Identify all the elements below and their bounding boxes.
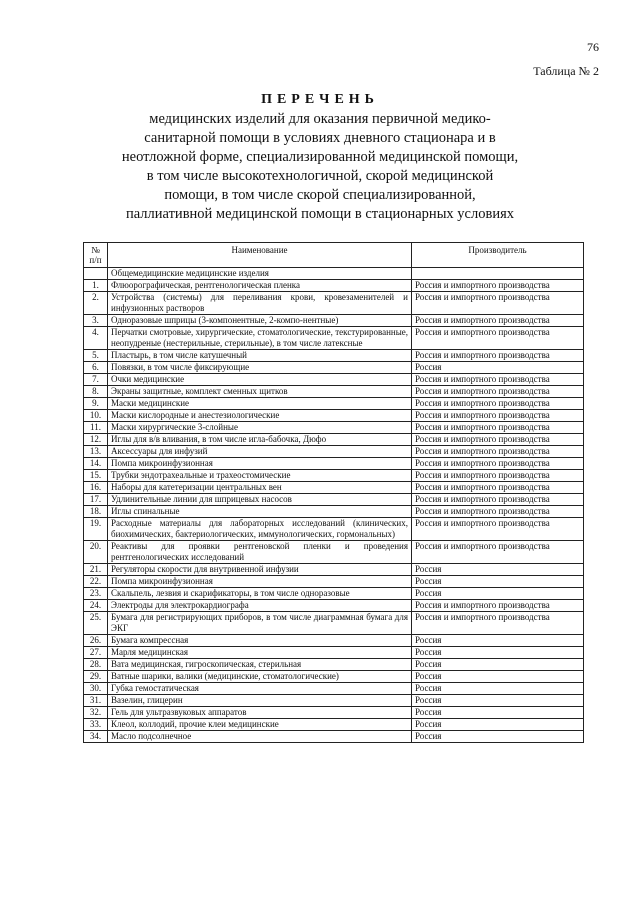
row-number: 31. — [84, 695, 108, 707]
row-producer: Россия и импортного производства — [412, 327, 584, 350]
table-row — [84, 588, 584, 600]
row-number: 9. — [84, 398, 108, 410]
row-name: Иглы спинальные — [108, 506, 412, 518]
table-row — [84, 422, 584, 434]
row-number: 11. — [84, 422, 108, 434]
row-number: 17. — [84, 494, 108, 506]
table-row — [84, 612, 584, 635]
table-row — [84, 350, 584, 362]
row-producer: Россия и импортного производства — [412, 482, 584, 494]
row-name: Повязки, в том числе фиксирующие — [108, 362, 412, 374]
document-subtitle: медицинских изделий для оказания первичной медико-санитарной помощи в условиях дневного стационара и в неотложной форме, специализированной медицинской помощи, в том числе высокотехнологичной, скорой медицинской помощи, в том числе скорой специализированной, паллиативной медицинской помощи в стационарных условиях — [121, 111, 519, 222]
table-row — [84, 671, 584, 683]
row-producer: Россия и импортного производства — [412, 422, 584, 434]
header-number: № п/п — [84, 243, 108, 268]
row-name: Регуляторы скорости для внутривенной инфузии — [108, 564, 412, 576]
row-name: Очки медицинские — [108, 374, 412, 386]
row-name: Аксессуары для инфузий — [108, 446, 412, 458]
row-number: 29. — [84, 671, 108, 683]
row-name: Наборы для катетеризации центральных вен — [108, 482, 412, 494]
row-producer: Россия — [412, 576, 584, 588]
table-row — [84, 600, 584, 612]
row-number: 7. — [84, 374, 108, 386]
row-producer: Россия — [412, 564, 584, 576]
row-producer: Россия и импортного производства — [412, 600, 584, 612]
row-name: Перчатки смотровые, хирургические, стоматологические, текстурированные, неопудреные (нестерильные, стерильные), в том числе латексные — [108, 327, 412, 350]
row-number: 8. — [84, 386, 108, 398]
row-name: Маски кислородные и анестезиологические — [108, 410, 412, 422]
page-number: 76 — [587, 40, 599, 54]
row-number: 19. — [84, 518, 108, 541]
row-producer: Россия — [412, 707, 584, 719]
header-producer: Производитель — [412, 243, 584, 268]
row-producer: Россия — [412, 635, 584, 647]
table-row — [84, 327, 584, 350]
row-producer: Россия и импортного производства — [412, 518, 584, 541]
row-producer: Россия и импортного производства — [412, 292, 584, 315]
row-producer: Россия и импортного производства — [412, 612, 584, 635]
row-name: Клеол, коллодий, прочие клеи медицинские — [108, 719, 412, 731]
row-number: 1. — [84, 280, 108, 292]
table-row — [84, 647, 584, 659]
table-row — [84, 482, 584, 494]
table-row — [84, 315, 584, 327]
table-row — [84, 434, 584, 446]
row-number: 34. — [84, 731, 108, 743]
row-name: Маски медицинские — [108, 398, 412, 410]
row-name: Марля медицинская — [108, 647, 412, 659]
row-number: 5. — [84, 350, 108, 362]
medical-devices-table — [83, 242, 584, 743]
header-name: Наименование — [108, 243, 412, 268]
table-row — [84, 292, 584, 315]
row-name: Гель для ультразвуковых аппаратов — [108, 707, 412, 719]
row-producer: Россия и импортного производства — [412, 386, 584, 398]
row-name: Вата медицинская, гигроскопическая, стерильная — [108, 659, 412, 671]
row-name: Маски хирургические 3-слойные — [108, 422, 412, 434]
row-name: Пластырь, в том числе катушечный — [108, 350, 412, 362]
row-name: Трубки эндотрахеальные и трахеостомические — [108, 470, 412, 482]
row-number: 10. — [84, 410, 108, 422]
row-name: Флюорографическая, рентгенологическая пленка — [108, 280, 412, 292]
table-row — [84, 635, 584, 647]
table-reference: Таблица № 2 — [533, 64, 599, 78]
row-producer: Россия и импортного производства — [412, 434, 584, 446]
table-row — [84, 719, 584, 731]
row-producer: Россия и импортного производства — [412, 458, 584, 470]
row-number: 13. — [84, 446, 108, 458]
row-producer: Россия и импортного производства — [412, 506, 584, 518]
row-number: 21. — [84, 564, 108, 576]
row-producer: Россия и импортного производства — [412, 398, 584, 410]
row-number: 33. — [84, 719, 108, 731]
table-row — [84, 541, 584, 564]
row-name: Скальпель, лезвия и скарификаторы, в том числе одноразовые — [108, 588, 412, 600]
section-number-cell — [84, 268, 108, 280]
table-row — [84, 518, 584, 541]
row-number: 3. — [84, 315, 108, 327]
row-name: Расходные материалы для лабораторных исследований (клинических, биохимических, бактериологических, иммунологических, гормональных) — [108, 518, 412, 541]
row-name: Бумага для регистрирующих приборов, в том числе диаграммная бумага для ЭКГ — [108, 612, 412, 635]
table-row — [84, 470, 584, 482]
row-name: Масло подсолнечное — [108, 731, 412, 743]
table-row — [84, 731, 584, 743]
row-producer: Россия и импортного производства — [412, 470, 584, 482]
row-number: 16. — [84, 482, 108, 494]
row-number: 18. — [84, 506, 108, 518]
row-number: 24. — [84, 600, 108, 612]
row-producer: Россия — [412, 719, 584, 731]
row-name: Помпа микроинфузионная — [108, 458, 412, 470]
table-row — [84, 506, 584, 518]
table-row — [84, 362, 584, 374]
table-row — [84, 576, 584, 588]
row-number: 12. — [84, 434, 108, 446]
table-row — [84, 446, 584, 458]
row-name: Вазелин, глицерин — [108, 695, 412, 707]
row-name: Электроды для электрокардиографа — [108, 600, 412, 612]
row-number: 28. — [84, 659, 108, 671]
row-producer: Россия — [412, 659, 584, 671]
row-producer: Россия — [412, 647, 584, 659]
table-row — [84, 386, 584, 398]
table-row — [84, 707, 584, 719]
row-number: 15. — [84, 470, 108, 482]
table-header-row — [84, 243, 584, 268]
row-producer: Россия и импортного производства — [412, 350, 584, 362]
row-name: Бумага компрессная — [108, 635, 412, 647]
row-name: Помпа микроинфузионная — [108, 576, 412, 588]
table-row — [84, 398, 584, 410]
row-producer: Россия и импортного производства — [412, 280, 584, 292]
row-producer: Россия и импортного производства — [412, 541, 584, 564]
row-producer: Россия — [412, 362, 584, 374]
row-number: 23. — [84, 588, 108, 600]
section-row — [84, 268, 584, 280]
table-row — [84, 374, 584, 386]
row-number: 30. — [84, 683, 108, 695]
row-number: 4. — [84, 327, 108, 350]
table-row — [84, 410, 584, 422]
row-number: 14. — [84, 458, 108, 470]
row-producer: Россия и импортного производства — [412, 410, 584, 422]
row-name: Иглы для в/в вливания, в том числе игла-бабочка, Дюфо — [108, 434, 412, 446]
row-producer: Россия — [412, 683, 584, 695]
row-name: Экраны защитные, комплект сменных щитков — [108, 386, 412, 398]
row-number: 20. — [84, 541, 108, 564]
section-title: Общемедицинские медицинские изделия — [108, 268, 412, 280]
title-block — [120, 92, 520, 224]
row-name: Удлинительные линии для шприцевых насосов — [108, 494, 412, 506]
row-producer: Россия — [412, 731, 584, 743]
table-row — [84, 458, 584, 470]
row-number: 6. — [84, 362, 108, 374]
document-title: ПЕРЕЧЕНЬ — [261, 92, 379, 107]
row-name: Устройства (системы) для переливания крови, кровезаменителей и инфузионных растворов — [108, 292, 412, 315]
table-row — [84, 280, 584, 292]
row-number: 2. — [84, 292, 108, 315]
row-producer: Россия — [412, 588, 584, 600]
row-number: 25. — [84, 612, 108, 635]
row-producer: Россия и импортного производства — [412, 315, 584, 327]
row-number: 22. — [84, 576, 108, 588]
row-producer: Россия — [412, 695, 584, 707]
row-number: 26. — [84, 635, 108, 647]
row-producer: Россия и импортного производства — [412, 494, 584, 506]
row-name: Одноразовые шприцы (3-компонентные, 2-компо-нентные) — [108, 315, 412, 327]
row-producer: Россия и импортного производства — [412, 374, 584, 386]
row-name: Ватные шарики, валики (медицинские, стоматологические) — [108, 671, 412, 683]
row-producer: Россия — [412, 671, 584, 683]
row-name: Губка гемостатическая — [108, 683, 412, 695]
row-producer: Россия и импортного производства — [412, 446, 584, 458]
table-body — [84, 268, 584, 743]
table-row — [84, 659, 584, 671]
row-name: Реактивы для проявки рентгеновской пленки и проведения рентгенологических исследований — [108, 541, 412, 564]
table-row — [84, 494, 584, 506]
section-producer-cell — [412, 268, 584, 280]
table-row — [84, 683, 584, 695]
row-number: 32. — [84, 707, 108, 719]
table-row — [84, 695, 584, 707]
table-row — [84, 564, 584, 576]
row-number: 27. — [84, 647, 108, 659]
